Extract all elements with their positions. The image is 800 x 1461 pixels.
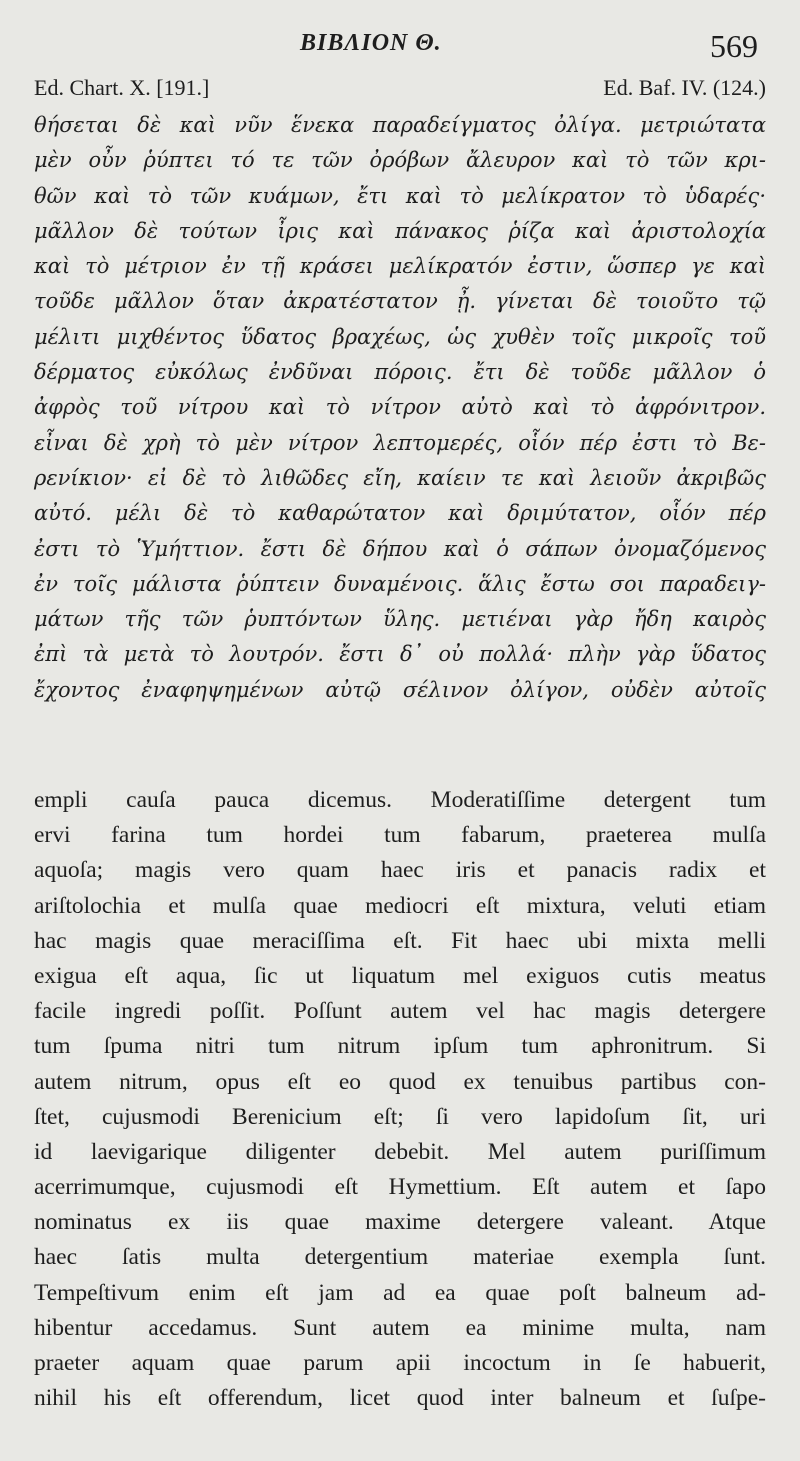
latin-line: aquoſa; magis vero quam haec iris et panacis radix et	[34, 857, 766, 884]
greek-line: μάτων τῆς τῶν ῥυπτόντων ὕλης. μετιέναι γὰρ ἤδη καιρὸς	[34, 607, 766, 632]
greek-text-block	[34, 110, 766, 710]
greek-line: καὶ τὸ μέτριον ἐν τῇ κράσει μελίκρατόν ἐστιν, ὥσπερ γε καὶ	[34, 254, 766, 279]
latin-line: ſtet, cujusmodi Berenicium eſt; ſi vero lapidoſum ſit, uri	[34, 1103, 766, 1130]
latin-line: autem nitrum, opus eſt eo quod ex tenuibus partibus con-	[34, 1068, 766, 1095]
latin-line: id laevigarique diligenter debebit. Mel autem puriſſimum	[34, 1138, 766, 1165]
greek-line: μᾶλλον δὲ τούτων ἶρις καὶ πάνακος ῥίζα καὶ ἀριστολοχία	[34, 218, 766, 243]
greek-line: μὲν οὖν ῥύπτει τό τε τῶν ὀρόβων ἄλευρον καὶ τὸ τῶν κρι-	[34, 148, 766, 173]
latin-line: tum ſpuma nitri tum nitrum ipſum tum aphronitrum. Si	[34, 1033, 766, 1060]
latin-line: ervi farina tum hordei tum fabarum, praeterea mulſa	[34, 822, 766, 849]
latin-line: exigua eſt aqua, ſic ut liquatum mel exiguos cutis meatus	[34, 962, 766, 989]
greek-line: ἀφρὸς τοῦ νίτρου καὶ τὸ νίτρον αὐτὸ καὶ τὸ ἀφρόνιτρον.	[34, 395, 766, 420]
greek-line: δέρματος εὐκόλως ἐνδῦναι πόροις. ἔτι δὲ τοῦδε μᾶλλον ὁ	[34, 360, 766, 385]
greek-line: ἐν τοῖς μάλιστα ῥύπτειν δυναμένοις. ἅλις ἔστω σοι παραδειγ-	[34, 571, 766, 596]
edition-basel-ref: Ed. Baf. IV. (124.)	[603, 75, 766, 100]
latin-line: ariſtolochia et mulſa quae mediocri eſt mixtura, veluti etiam	[34, 892, 766, 919]
greek-line: θήσεται δὲ καὶ νῦν ἕνεκα παραδείγματος ὀλίγα. μετριώτατα	[34, 113, 766, 137]
latin-line: nominatus ex iis quae maxime detergere valeant. Atque	[34, 1209, 766, 1236]
greek-line: μέλιτι μιχθέντος ὕδατος βραχέως, ὡς χυθὲν τοῖς μικροῖς τοῦ	[34, 324, 766, 349]
latin-line: facile ingredi poſſit. Poſſunt autem vel hac magis detergere	[34, 998, 766, 1025]
page-number: 569	[710, 28, 758, 64]
greek-line: θῶν καὶ τὸ τῶν κυάμων, ἔτι καὶ τὸ μελίκρατον τὸ ὑδαρές·	[34, 183, 766, 208]
latin-line: praeter aquam quae parum apii incoctum in ſe habuerit,	[34, 1350, 766, 1376]
latin-line: haec ſatis multa detergentium materiae exempla ſunt.	[34, 1244, 766, 1271]
latin-line: acerrimumque, cujusmodi eſt Hymettium. Eſt autem et ſapo	[34, 1174, 766, 1201]
running-head	[0, 28, 800, 64]
latin-text-block	[34, 784, 766, 1417]
greek-line: αὐτό. μέλι δὲ τὸ καθαρώτατον καὶ δριμύτατον, οἷόν πέρ	[34, 501, 766, 526]
greek-line: ἐπὶ τὰ μετὰ τὸ λουτρόν. ἔστι δ᾽ οὐ πολλά· πλὴν γὰρ ὕδατος	[34, 642, 766, 667]
latin-line: hac magis quae meraciſſima eſt. Fit haec ubi mixta melli	[34, 927, 766, 954]
latin-line: hibentur accedamus. Sunt autem ea minime multa, nam	[34, 1314, 766, 1341]
greek-line: ἔχοντος ἐναφηψημένων αὐτῷ σέλινον ὀλίγον, οὐδὲν αὐτοῖς	[34, 677, 766, 702]
greek-line: ἐστι τὸ Ὑμήττιον. ἔστι δὲ δήπου καὶ ὁ σάπων ὀνομαζόμενος	[34, 536, 766, 561]
latin-line: empli cauſa pauca dicemus. Moderatiſſime detergent tum	[34, 787, 766, 813]
edition-chartier-ref: Ed. Chart. X. [191.]	[34, 75, 210, 100]
book-title: ΒΙΒΛΙΟΝ Θ.	[300, 30, 442, 56]
greek-line: ρενίκιον· εἰ δὲ τὸ λιθῶδες εἴη, καίειν τε καὶ λειοῦν ἀκριβῶς	[34, 465, 766, 490]
greek-line: τοῦδε μᾶλλον ὅταν ἀκρατέστατον ᾖ. γίνεται δὲ τοιοῦτο τῷ	[34, 289, 766, 314]
greek-line: εἶναι δὲ χρὴ τὸ μὲν νίτρον λεπτομερές, οἷόν πέρ ἐστι τὸ Βε-	[34, 430, 766, 455]
latin-line: Tempeſtivum enim eſt jam ad ea quae poſt balneum ad-	[34, 1279, 766, 1306]
latin-line: nihil his eſt offerendum, licet quod inter balneum et ſuſpe-	[34, 1385, 766, 1412]
